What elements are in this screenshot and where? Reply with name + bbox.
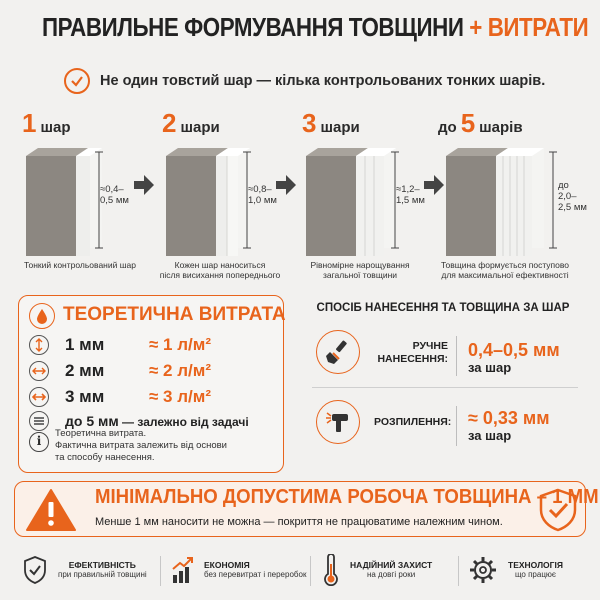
footer-item-technology	[468, 548, 563, 592]
layer-caption: Рівномірне нарощування загальної товщини	[310, 260, 410, 280]
dimension-bracket	[548, 150, 558, 250]
rate-row	[29, 360, 211, 382]
divider	[458, 556, 459, 586]
layer-word: шар	[40, 119, 71, 136]
layer-caption: Кожен шар наноситься після висихання попереднього	[159, 260, 281, 280]
manual-unit: за шар	[468, 360, 512, 375]
spray-label: РОЗПИЛЕННЯ:	[374, 416, 452, 428]
page-title	[42, 12, 589, 43]
gear-icon	[468, 555, 498, 585]
rate-note	[65, 413, 249, 429]
layer-word: шари	[180, 119, 220, 136]
manual-label: РУЧНЕ НАНЕСЕННЯ:	[377, 340, 448, 365]
info-icon: i	[29, 432, 49, 452]
layer-number: 2	[162, 108, 177, 138]
footer-label: ЕФЕКТИВНІСТЬ	[68, 560, 136, 570]
warning-icon	[25, 488, 77, 532]
info-text: Теоретична витрата. Фактична витрата залежить від основи та способу нанесення.	[55, 428, 227, 463]
warning-banner	[14, 481, 599, 537]
spray-value: ≈ 0,33 мм	[468, 408, 550, 428]
dimension-label: ≈0,8– 1,0 мм	[248, 184, 277, 206]
warning-subtitle: Менше 1 мм наносити не можна — покриття не працюватиме належним чином.	[95, 516, 503, 528]
divider	[160, 556, 161, 586]
consumption-title: ТЕОРЕТИЧНА ВИТРАТА	[63, 304, 286, 325]
rate-value: ≈ 2 л/м²	[149, 361, 211, 380]
warning-title: МІНІМАЛЬНО ДОПУСТИМА РОБОЧА ТОВЩИНА – 1 ММ	[95, 486, 599, 508]
title-main: ПРАВИЛЬНЕ ФОРМУВАННЯ ТОВЩИНИ	[42, 12, 464, 42]
footer-sub: при правильній товщині	[58, 570, 147, 579]
rate-row	[29, 386, 211, 408]
footer-item-efficiency	[22, 548, 147, 592]
footer-sub: без перевитрат і переробок	[204, 570, 307, 579]
dimension-label: ≈0,4– 0,5 мм	[100, 184, 129, 206]
double-arrow-icon	[29, 335, 49, 355]
consumption-panel	[18, 295, 284, 473]
layer-number: 3	[302, 108, 317, 138]
shield-check-icon	[537, 488, 579, 532]
layer-number: 1	[22, 108, 37, 138]
subline	[64, 66, 545, 96]
rate-row	[29, 334, 211, 356]
rate-thickness: 3 мм	[65, 387, 105, 406]
layer-number: 5	[460, 108, 476, 138]
footer-sub: на довгі роки	[366, 570, 416, 579]
separator	[312, 387, 578, 388]
layer-word: шарів	[479, 119, 523, 136]
footer-label: ЕКОНОМІЯ	[204, 560, 250, 570]
divider	[456, 406, 457, 446]
arrow-right-icon	[424, 175, 446, 195]
check-icon	[64, 68, 90, 94]
rate-row-note	[29, 410, 249, 432]
growth-chart-icon	[170, 555, 196, 585]
footer-sub: що працює	[514, 570, 556, 579]
brush-icon	[316, 330, 360, 374]
subline-text: Не один товстий шар — кілька контрольованих тонких шарів.	[100, 73, 546, 89]
dimension-label: до 2,0– 2,5 мм	[558, 180, 587, 213]
manual-value: 0,4–0,5 мм	[468, 340, 560, 360]
divider	[456, 336, 457, 376]
layer-prefix: до	[438, 119, 457, 136]
rate-note-big: до 5 мм	[65, 413, 119, 429]
drop-icon	[29, 303, 55, 329]
divider	[310, 556, 311, 586]
footer-label: ТЕХНОЛОГІЯ	[508, 560, 563, 570]
spray-unit: за шар	[468, 428, 512, 443]
spray-gun-icon	[316, 400, 360, 444]
double-arrow-icon	[29, 361, 49, 381]
rate-note-rest: — залежно від задачі	[118, 415, 249, 429]
arrow-right-icon	[276, 175, 298, 195]
rate-thickness: 1 мм	[65, 335, 105, 354]
footer-label: НАДІЙНИЙ ЗАХИСТ	[350, 560, 433, 570]
footer-item-economy	[170, 548, 306, 592]
rate-value: ≈ 3 л/м²	[149, 387, 211, 406]
layer-1	[10, 108, 150, 278]
method-title: СПОСІБ НАНЕСЕННЯ ТА ТОВЩИНА ЗА ШАР	[316, 302, 570, 314]
rate-thickness: 2 мм	[65, 361, 105, 380]
dimension-label: ≈1,2– 1,5 мм	[396, 184, 425, 206]
layer-word: шари	[320, 119, 360, 136]
rate-value: ≈ 1 л/м²	[149, 335, 211, 354]
thermometer-icon	[322, 554, 340, 586]
arrow-right-icon	[134, 175, 156, 195]
shield-check-icon	[22, 555, 48, 585]
layer-block-image	[440, 146, 560, 258]
title-accent: + ВИТРАТИ	[469, 12, 589, 42]
layer-caption: Товщина формується поступово для максимальної ефективності	[440, 260, 570, 280]
footer-item-protection	[322, 548, 432, 592]
layers-icon	[29, 411, 49, 431]
layer-caption: Тонкий контрольований шар	[23, 260, 136, 270]
double-arrow-icon	[29, 387, 49, 407]
